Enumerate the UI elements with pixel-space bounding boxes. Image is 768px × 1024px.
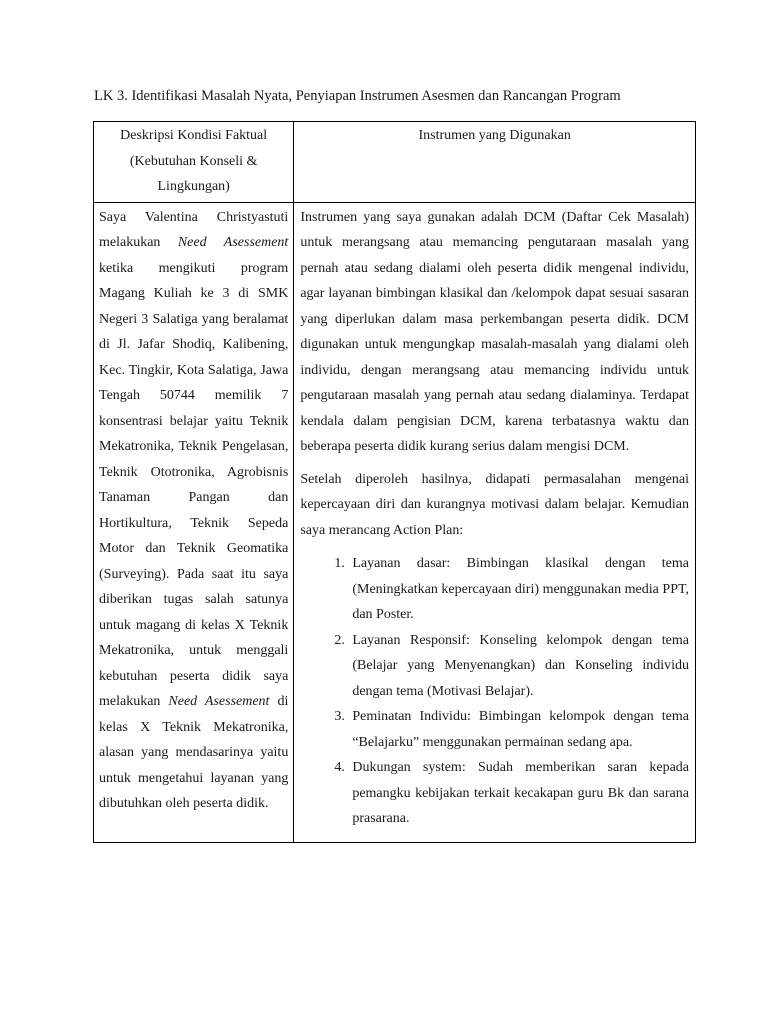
left-text-part3: di kelas X Teknik Mekatronika, alasan yang mendasarinya yaitu untuk mengetahui layanan yang dibutuhkan oleh peserta didik.	[99, 694, 289, 811]
left-text-part2: ketika mengikuti program Magang Kuliah ke 3 di SMK Negeri 3 Salatiga yang beralamat di Jl. Jafar Shodiq, Kalibening, Kec. Tingkir, Kota Salatiga, Jawa Tengah 50744 memilik 7 konsentrasi belajar yaitu Teknik Mekatronika, Teknik Pengelasan, Teknik Ototronika, Agrobisnis Tanaman Pangan dan Hortikultura, Teknik Sepeda Motor dan Teknik Geomatika (Surveying). Pada saat itu saya diberikan tugas salah satunya untuk magang di kelas X Teknik Mekatronika, untuk menggali kebutuhan peserta didik saya melakukan	[99, 260, 289, 709]
left-text-part1: Saya Valentina Christyastuti melakukan	[99, 209, 289, 250]
action-plan-item: 3. Peminatan Individu: Bimbingan kelompok dengan tema “Belajarku” menggunakan permainan sedang apa.	[348, 704, 689, 755]
header-left-cell	[94, 122, 294, 203]
header-left-line3: Lingkungan)	[157, 179, 230, 194]
action-plan-item: 2. Layanan Responsif: Konseling kelompok dengan tema (Belajar yang Menyenangkan) dan Konseling individu dengan tema (Motivasi Belajar).	[348, 628, 689, 705]
header-left-line2: (Kebutuhan Konseli &	[129, 153, 258, 169]
left-text-italic1: Need Asessement	[177, 235, 289, 250]
table-header-row	[94, 122, 696, 203]
right-paragraph-2: Setelah diperoleh hasilnya, didapati permasalahan mengenai kepercayaan diri dan kurangnya motivasi dalam belajar. Kemudian saya merancang Action Plan:	[300, 471, 689, 538]
right-instrument-cell	[294, 202, 696, 842]
header-right-label: Instrumen yang Digunakan	[418, 128, 571, 143]
left-description-text	[99, 205, 288, 817]
header-right-cell	[294, 122, 696, 203]
table-body-row	[94, 202, 696, 842]
page-title: LK 3. Identifikasi Masalah Nyata, Penyiapan Instrumen Asesmen dan Rancangan Program	[94, 88, 621, 104]
right-paragraph-1: Instrumen yang saya gunakan adalah DCM (Daftar Cek Masalah) untuk merangsang atau memancing pengutaraan masalah yang pernah atau sedang dialami oleh peserta didik mengenal individu, agar layanan bimbingan klasikal dan /kelompok dapat sesuai sasaran yang diperlukan dalam masa perkembangan peserta didik. DCM digunakan untuk mengungkap masalah-masalah yang dialami oleh individu, dengan merangsang atau memancing individu untuk pengutaraan masalah yang pernah atau sedang dialaminya. Terdapat kendala dalam pengisian DCM, karena terbatasnya waktu dan beberapa peserta didik kurang serius dalam mengisi DCM.	[300, 209, 689, 454]
lk3-table	[93, 121, 696, 843]
action-plan-list	[300, 551, 689, 832]
left-text-italic2: Need Asessement	[168, 694, 270, 709]
left-description-cell	[94, 202, 294, 842]
header-left-line1: Deskripsi Kondisi Faktual	[120, 128, 268, 143]
action-plan-item: 1. Layanan dasar: Bimbingan klasikal dengan tema (Meningkatkan kepercayaan diri) menggunakan media PPT, dan Poster.	[348, 551, 689, 628]
action-plan-item: 4. Dukungan system: Sudah memberikan saran kepada pemangku kebijakan terkait kecakapan guru Bk dan sarana prasarana.	[348, 755, 689, 832]
